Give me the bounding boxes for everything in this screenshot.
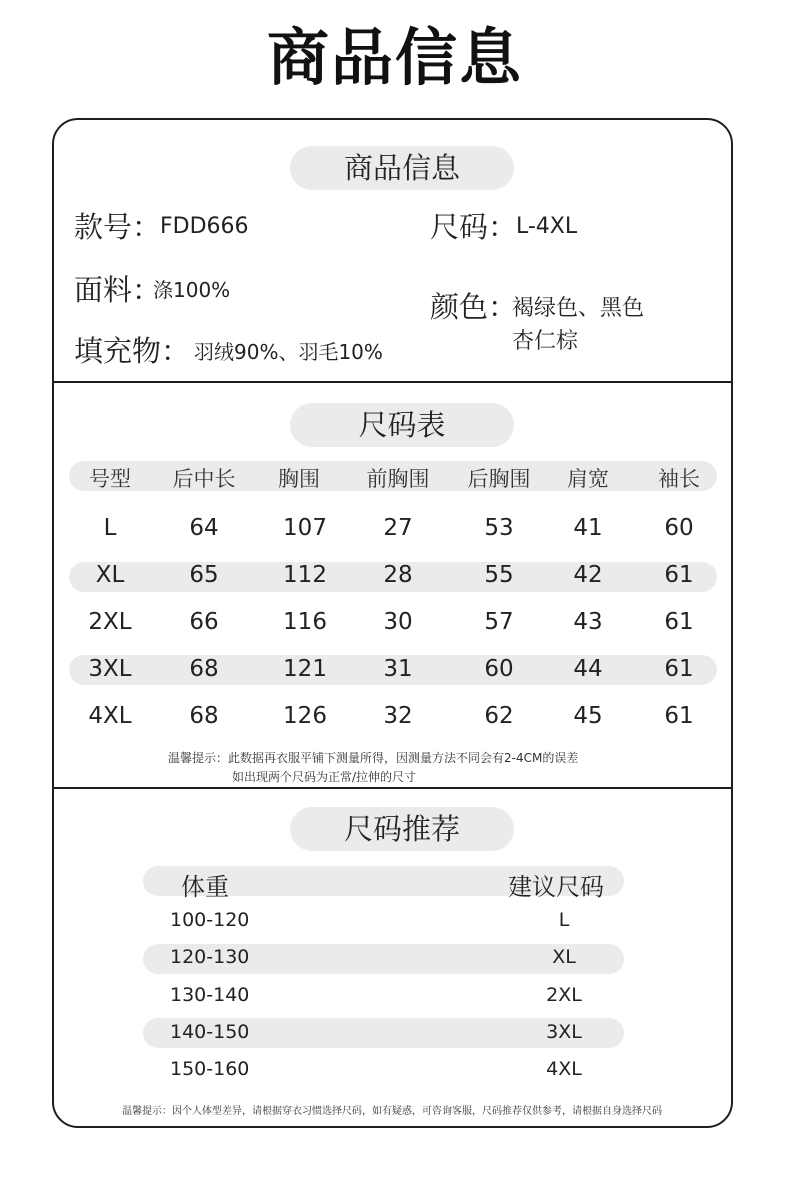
table-cell: 60 — [484, 656, 514, 682]
filling-value: 羽绒90%、羽毛10% — [194, 340, 383, 364]
header-cell-back-length: 后中长 — [172, 467, 236, 491]
recommend-title: 尺码推荐 — [290, 807, 514, 851]
size-cell: 3XL — [546, 1021, 582, 1043]
table-cell: 64 — [189, 515, 219, 541]
table-cell: 60 — [664, 515, 694, 541]
color-value-line2: 杏仁棕 — [512, 329, 579, 354]
filling-label: 填充物： — [74, 334, 191, 368]
table-cell: 31 — [383, 656, 413, 682]
style-no-label: 款号： — [74, 210, 162, 244]
table-cell: 61 — [664, 656, 694, 682]
table-cell: 2XL — [88, 609, 132, 635]
table-cell: 61 — [664, 609, 694, 635]
weight-cell: 150-160 — [170, 1058, 250, 1080]
header-cell-back-chest: 后胸围 — [467, 467, 531, 491]
fabric-label: 面料： — [74, 273, 162, 307]
header-cell-front-chest: 前胸围 — [366, 467, 430, 491]
table-cell: 116 — [283, 609, 327, 635]
header-cell-chest: 胸围 — [278, 467, 320, 491]
table-cell: 57 — [484, 609, 514, 635]
size-cell: 4XL — [546, 1058, 582, 1080]
table-cell: XL — [95, 562, 125, 588]
size-value: L-4XL — [516, 214, 578, 239]
weight-cell: 100-120 — [170, 909, 250, 931]
table-cell: 53 — [484, 515, 514, 541]
table-cell: 66 — [189, 609, 219, 635]
suggested-size-header: 建议尺码 — [508, 873, 604, 901]
recommend-note: 温馨提示：因个人体型差异，请根据穿衣习惯选择尺码，如有疑惑，可咨询客服，尺码推荐仅供参考，请根据自身选择尺码 — [122, 1106, 662, 1117]
table-cell: 112 — [283, 562, 327, 588]
color-value-line1: 褐绿色、黑色 — [512, 296, 645, 321]
size-cell: XL — [552, 946, 576, 968]
info-section-title: 商品信息 — [290, 146, 514, 190]
table-cell: 3XL — [88, 656, 132, 682]
weight-cell: 130-140 — [170, 984, 250, 1006]
table-cell: 61 — [664, 562, 694, 588]
style-no-value: FDD666 — [160, 214, 249, 239]
table-cell: 68 — [189, 656, 219, 682]
table-cell: 121 — [283, 656, 327, 682]
fabric-value: 涤100% — [153, 278, 231, 302]
header-cell-sleeve: 袖长 — [658, 467, 700, 491]
table-cell: 41 — [573, 515, 603, 541]
table-cell: 32 — [383, 703, 413, 729]
table-cell: 61 — [664, 703, 694, 729]
table-cell: 30 — [383, 609, 413, 635]
table-cell: L — [103, 515, 117, 541]
color-label: 颜色： — [430, 290, 518, 324]
table-cell: 62 — [484, 703, 514, 729]
size-label: 尺码： — [430, 210, 518, 244]
section-divider — [52, 381, 733, 383]
table-cell: 28 — [383, 562, 413, 588]
size-chart-note-line1: 温馨提示：此数据再衣服平铺下测量所得，因测量方法不同会有2-4CM的误差 — [168, 751, 579, 765]
table-cell: 4XL — [88, 703, 132, 729]
weight-cell: 140-150 — [170, 1021, 250, 1043]
table-cell: 43 — [573, 609, 603, 635]
size-cell: 2XL — [546, 984, 582, 1006]
weight-cell: 120-130 — [170, 946, 250, 968]
size-chart-title: 尺码表 — [290, 403, 514, 447]
header-cell-shoulder: 肩宽 — [567, 467, 609, 491]
table-cell: 45 — [573, 703, 603, 729]
table-cell: 126 — [283, 703, 327, 729]
table-cell: 107 — [283, 515, 327, 541]
table-cell: 55 — [484, 562, 514, 588]
header-cell-type: 号型 — [89, 467, 131, 491]
page-title: 商品信息 — [266, 21, 523, 94]
table-cell: 27 — [383, 515, 413, 541]
table-cell: 44 — [573, 656, 603, 682]
table-cell: 68 — [189, 703, 219, 729]
size-cell: L — [558, 909, 570, 931]
section-divider — [52, 787, 733, 789]
table-cell: 42 — [573, 562, 603, 588]
table-cell: 65 — [189, 562, 219, 588]
size-chart-note-line2: 如出现两个尺码为正常/拉伸的尺寸 — [232, 770, 417, 784]
weight-header: 体重 — [181, 873, 229, 901]
